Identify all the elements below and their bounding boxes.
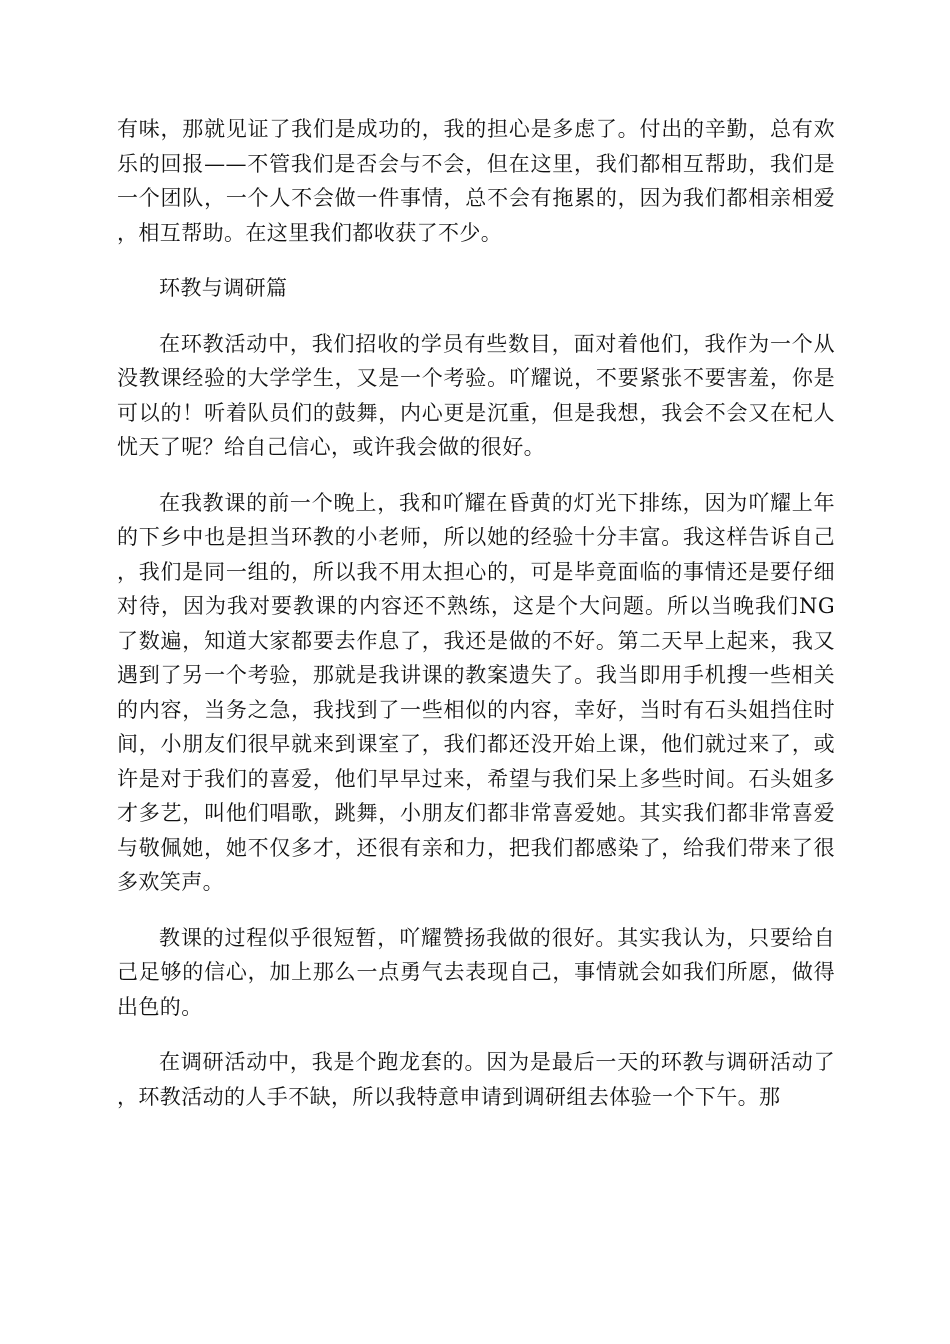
section-heading: 环教与调研篇	[159, 276, 288, 300]
document-body	[117, 112, 835, 1135]
paragraph-research-activity: 在调研活动中，我是个跑龙套的。因为是最后一天的环教与调研活动了，环教活动的人手不缺，所以我特意申请到调研组去体验一个下午。那	[117, 1050, 835, 1109]
paragraph-teaching-reflection: 教课的过程似乎很短暂，吖耀赞扬我做的很好。其实我认为，只要给自己足够的信心，加上那么一点勇气去表现自己，事情就会如我们所愿，做得出色的。	[117, 925, 835, 1019]
paragraph-rehearsal: 在我教课的前一个晚上，我和吖耀在昏黄的灯光下排练，因为吖耀上年的下乡中也是担当环教的小老师，所以她的经验十分丰富。我这样告诉自己，我们是同一组的，所以我不用太担心的，可是毕竟面临的事情还是要仔细对待，因为我对要教课的内容还不熟练，这是个大问题。所以当晚我们NG了数遍，知道大家都要去作息了，我还是做的不好。第二天早上起来，我又遇到了另一个考验，那就是我讲课的教案遗失了。我当即用手机搜一些相关的内容，当务之急，我找到了一些相似的内容，幸好，当时有石头姐挡住时间，小朋友们很早就来到课室了，我们都还没开始上课，他们就过来了，或许是对于我们的喜爱，他们早早过来，希望与我们呆上多些时间。石头姐多才多艺，叫他们唱歌，跳舞，小朋友们都非常喜爱她。其实我们都非常喜爱与敬佩她，她不仅多才，还很有亲和力，把我们都感染了，给我们带来了很多欢笑声。	[117, 490, 835, 894]
paragraph-intro-continuation: 有味，那就见证了我们是成功的，我的担心是多虑了。付出的辛勤，总有欢乐的回报——不管我们是否会与不会，但在这里，我们都相互帮助，我们是一个团队，一个人不会做一件事情，总不会有拖累的，因为我们都相亲相爱，相互帮助。在这里我们都收获了不少。	[117, 117, 835, 245]
paragraph-environment-education: 在环教活动中，我们招收的学员有些数目，面对着他们，我作为一个从没教课经验的大学学生，又是一个考验。吖耀说，不要紧张不要害羞，你是可以的！听着队员们的鼓舞，内心更是沉重，但是我想，我会不会又在杞人忧天了呢？给自己信心，或许我会做的很好。	[117, 331, 835, 459]
